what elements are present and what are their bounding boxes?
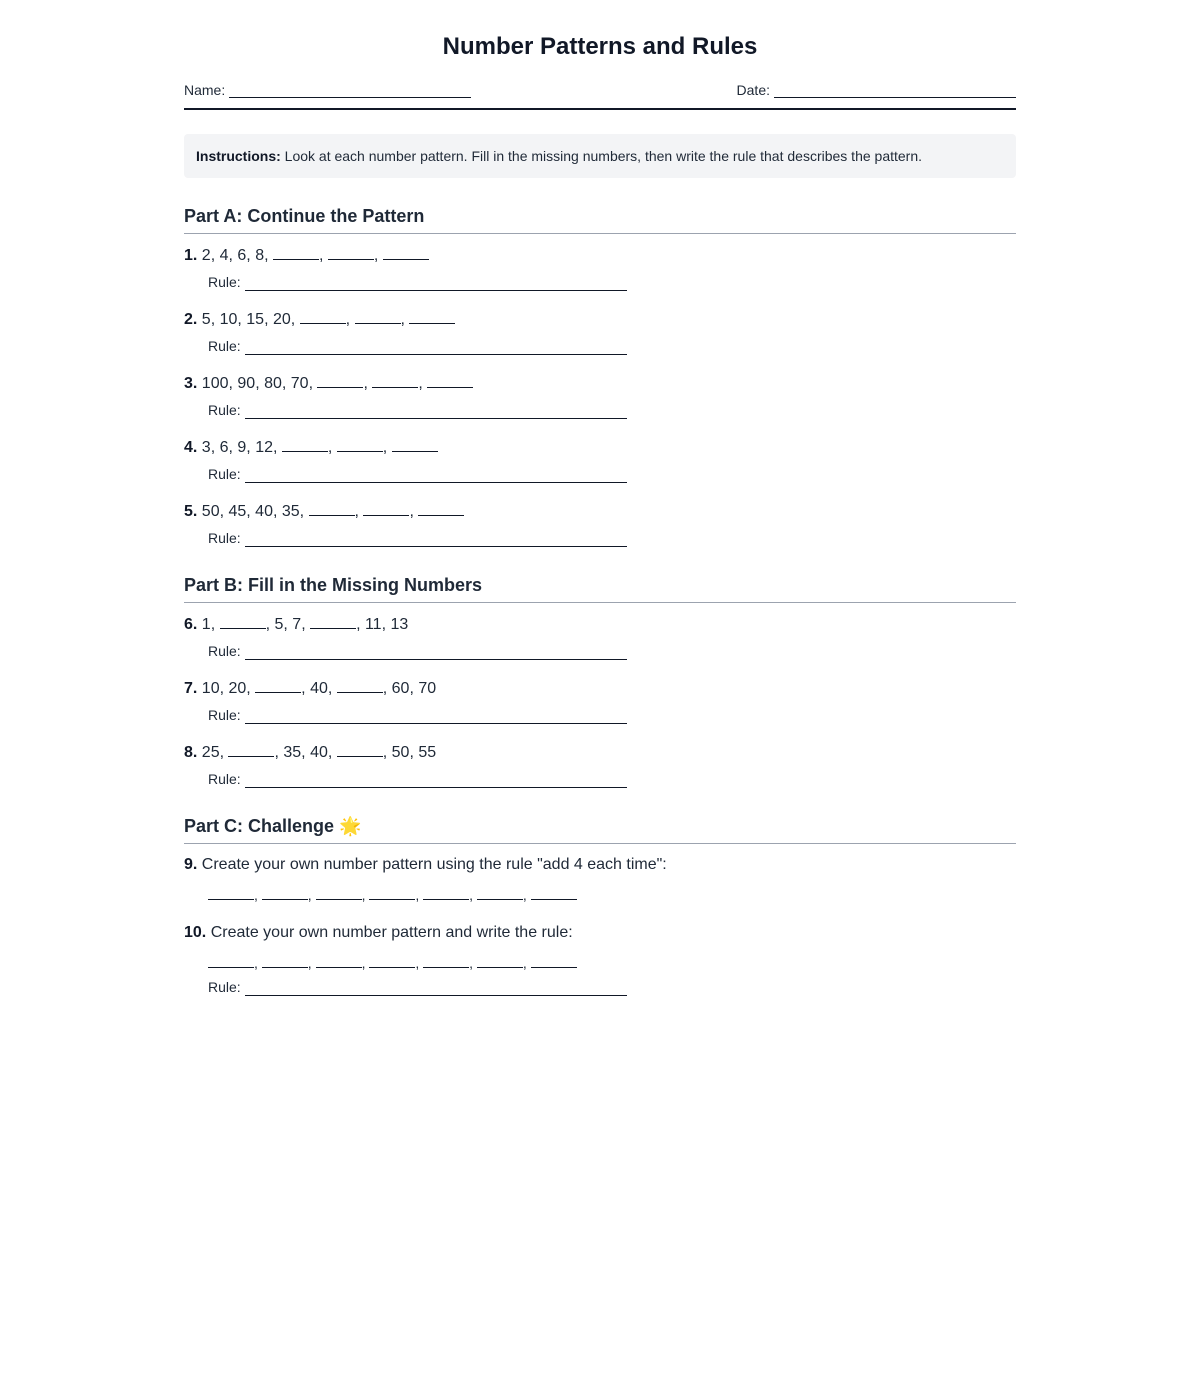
sequence-value: 40 [310, 680, 328, 697]
sequence-value: 20 [228, 680, 247, 697]
rule-label: Rule: [208, 274, 241, 290]
sequence-value: 3 [201, 439, 211, 456]
part-b-title: Part B: Fill in the Missing Numbers [184, 574, 1016, 603]
rule-label: Rule: [208, 466, 241, 482]
rule-line-7 [208, 706, 627, 724]
name-input-line[interactable] [229, 83, 471, 98]
part-a-title: Part A: Continue the Pattern [184, 205, 1016, 234]
page-title: Number Patterns and Rules [442, 33, 758, 60]
question-10 [184, 923, 573, 943]
answer-blank[interactable] [423, 953, 469, 968]
rule-input-line[interactable] [245, 340, 627, 355]
sequence-value: 2 [201, 247, 211, 264]
date-field [737, 82, 1016, 98]
answer-blank[interactable] [228, 742, 274, 757]
sequence-value: 60 [391, 680, 410, 697]
rule-line-10 [208, 978, 627, 996]
question-1: 1. 2, 4, 6, 8, , , [184, 245, 429, 266]
sequence-value: 6 [237, 247, 247, 264]
rule-label: Rule: [208, 530, 241, 546]
answer-blank[interactable] [337, 678, 383, 693]
answer-blank[interactable] [477, 885, 523, 900]
question-7: 7. 10, 20, , 40, , 60, 70 [184, 680, 437, 697]
rule-label: Rule: [208, 771, 241, 787]
question-8: 8. 25, , 35, 40, , 50, 55 [184, 744, 437, 761]
sequence-value: 8 [255, 247, 265, 264]
answer-blank[interactable] [477, 953, 523, 968]
sequence-value: 15 [246, 311, 265, 328]
sequence-value: 35 [283, 744, 302, 761]
sequence-value: 20 [272, 311, 291, 328]
answer-blank[interactable] [317, 373, 363, 388]
question-number: 5. [184, 503, 198, 520]
rule-input-line[interactable] [245, 468, 627, 483]
instructions-label: Instructions: [196, 148, 281, 164]
rule-label: Rule: [208, 338, 241, 354]
rule-input-line[interactable] [245, 709, 627, 724]
sequence-value: 25 [201, 744, 220, 761]
sequence-value: 10 [219, 311, 238, 328]
answer-blank[interactable] [208, 953, 254, 968]
question-number: 7. [184, 680, 198, 697]
sequence-value: 11 [364, 616, 382, 633]
sequence-value: 70 [290, 375, 309, 392]
answer-blank[interactable] [418, 501, 464, 516]
answer-blank[interactable] [383, 245, 429, 260]
answer-blank[interactable] [392, 437, 438, 452]
answer-blank[interactable] [372, 373, 418, 388]
answer-blank[interactable] [328, 245, 374, 260]
name-label: Name: [184, 82, 226, 98]
answer-blank[interactable] [337, 437, 383, 452]
sequence-value: 80 [264, 375, 282, 392]
question-number: 9. [184, 856, 198, 873]
answer-blank[interactable] [531, 885, 577, 900]
sequence-value: 6 [219, 439, 229, 456]
answer-blank[interactable] [255, 678, 301, 693]
question-number: 3. [184, 375, 198, 392]
sequence-value: 35 [281, 503, 300, 520]
answer-blank[interactable] [282, 437, 328, 452]
sequence-value: 13 [390, 616, 409, 633]
question-number: 4. [184, 439, 198, 456]
sequence-value: 55 [418, 744, 437, 761]
question-text: Create your own number pattern and write the rule: [206, 924, 573, 941]
question-number: 1. [184, 247, 198, 264]
sequence-value: 7 [292, 616, 302, 633]
sequence-value: 10 [201, 680, 220, 697]
answer-blank[interactable] [369, 885, 415, 900]
sequence-value: 5 [201, 311, 211, 328]
date-input-line[interactable] [774, 83, 1016, 98]
sequence-value: 40 [310, 744, 328, 761]
question-5: 5. 50, 45, 40, 35, , , [184, 501, 464, 522]
question-number: 2. [184, 311, 198, 328]
sequence-value: 5 [274, 616, 284, 633]
rule-label: Rule: [208, 979, 241, 995]
part-c-title: Part C: Challenge 🌟 [184, 815, 1016, 844]
rule-line-4 [208, 465, 627, 483]
sequence-value: 90 [237, 375, 256, 392]
rule-line-6 [208, 642, 627, 660]
rule-label: Rule: [208, 643, 241, 659]
answer-blank[interactable] [363, 501, 409, 516]
question-number: 10. [184, 924, 207, 941]
rule-input-line[interactable] [245, 645, 627, 660]
answer-blank[interactable] [310, 614, 356, 629]
question-2: 2. 5, 10, 15, 20, , , [184, 309, 455, 330]
rule-input-line[interactable] [245, 276, 627, 291]
sequence-value: 4 [219, 247, 229, 264]
answer-blank[interactable] [208, 885, 254, 900]
answer-blank[interactable] [220, 614, 266, 629]
sequence-value: 50 [391, 744, 410, 761]
answer-blank[interactable] [300, 309, 346, 324]
rule-input-line[interactable] [245, 981, 627, 996]
rule-line-1 [208, 273, 627, 291]
answer-blank[interactable] [316, 885, 362, 900]
answer-blank[interactable] [309, 501, 355, 516]
question-6: 6. 1, , 5, 7, , 11, 13 [184, 616, 409, 633]
sequence-value: 100 [201, 375, 229, 392]
sequence-blanks: , , , , , , [208, 953, 577, 972]
answer-blank[interactable] [423, 885, 469, 900]
question-number: 8. [184, 744, 198, 761]
rule-input-line[interactable] [245, 404, 627, 419]
rule-label: Rule: [208, 707, 241, 723]
answer-blank[interactable] [316, 953, 362, 968]
sequence-value: 70 [418, 680, 437, 697]
rule-input-line[interactable] [245, 532, 627, 547]
sequence-value: 9 [237, 439, 247, 456]
instructions-text: Look at each number pattern. Fill in the missing numbers, then write the rule that describes the pattern. [280, 148, 923, 164]
sequence-value: 1 [201, 616, 211, 633]
sequence-value: 45 [228, 503, 247, 520]
rule-line-3 [208, 401, 627, 419]
rule-line-5 [208, 529, 627, 547]
rule-input-line[interactable] [245, 773, 627, 788]
answer-blank[interactable] [409, 309, 455, 324]
rule-line-8 [208, 770, 627, 788]
question-3: 3. 100, 90, 80, 70, , , [184, 373, 473, 394]
answer-blank[interactable] [337, 742, 383, 757]
answer-blank[interactable] [369, 953, 415, 968]
sequence-blanks: , , , , , , [208, 885, 577, 904]
rule-label: Rule: [208, 402, 241, 418]
instructions-box [184, 134, 1016, 178]
rule-line-2 [208, 337, 627, 355]
sequence-value: 40 [255, 503, 273, 520]
answer-blank[interactable] [355, 309, 401, 324]
answer-blank[interactable] [262, 953, 308, 968]
question-text: Create your own number pattern using the rule "add 4 each time": [197, 856, 667, 873]
sequence-value: 12 [255, 439, 273, 456]
header-row [184, 80, 1016, 110]
question-number: 6. [184, 616, 198, 633]
answer-blank[interactable] [262, 885, 308, 900]
question-4: 4. 3, 6, 9, 12, , , [184, 437, 438, 458]
answer-blank[interactable] [273, 245, 319, 260]
date-label: Date: [736, 82, 770, 98]
answer-blank[interactable] [427, 373, 473, 388]
answer-blank[interactable] [531, 953, 577, 968]
sequence-value: 50 [201, 503, 220, 520]
name-field [184, 82, 471, 98]
question-9 [184, 855, 667, 875]
